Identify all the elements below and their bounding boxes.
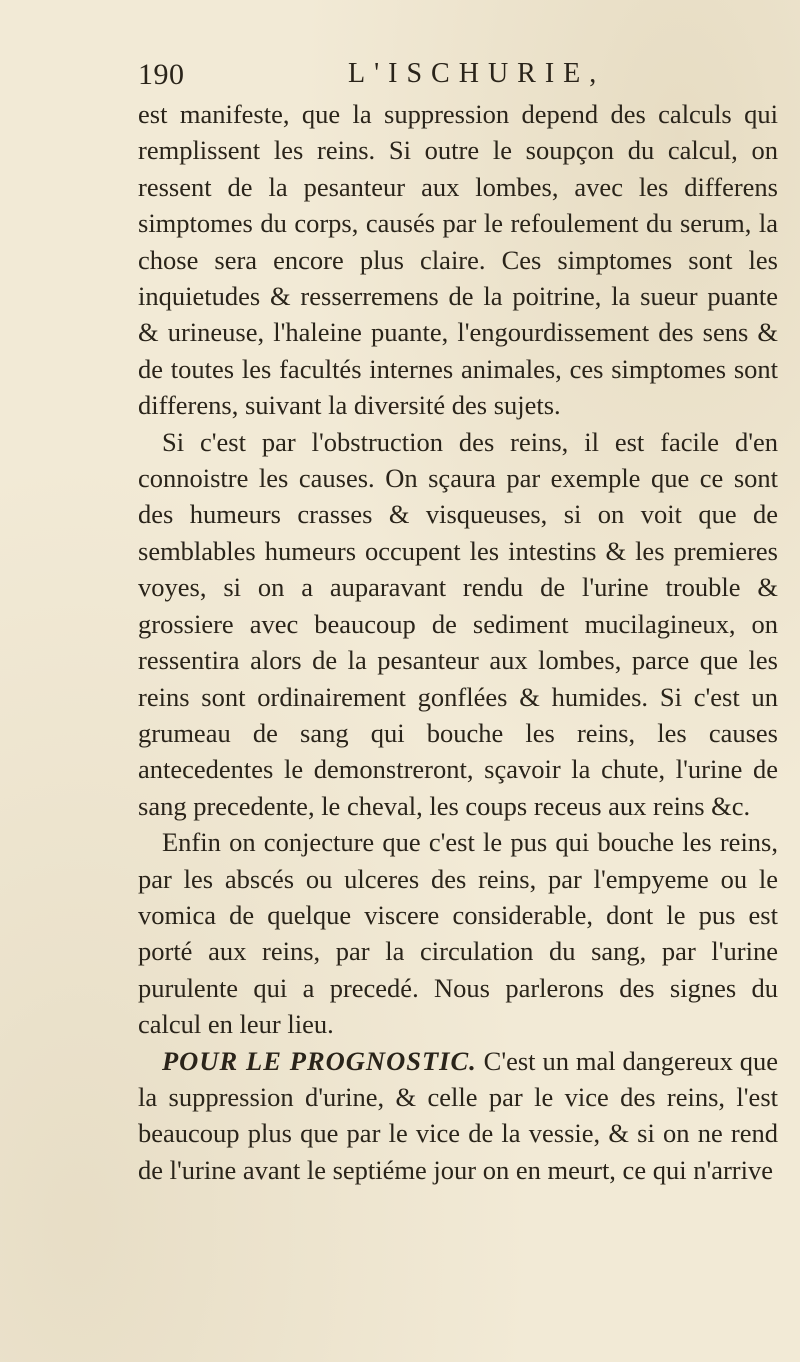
running-head — [138, 58, 738, 98]
page-number: 190 — [138, 58, 185, 91]
prognostic-text: C'est un mal dangereux que la suppression d'urine, & celle par le vice des reins, l'est beaucoup plus que par le vice de la vessie, & si on ne rend de l'urine avant le septiéme jour on en meurt, ce qui n'arrive — [138, 1045, 779, 1185]
paragraph-prognostic — [138, 1043, 778, 1189]
paragraph-pus: Enfin on conjecture que c'est le pus qui bouche les reins, par les abscés ou ulceres des reins, par l'empyeme ou le vomica de quelque viscere considerable, dont le pus est porté aux reins, par la circulation du sang, par l'urine purulente qui a precedé. Nous parlerons des signes du calcul en leur lieu. — [138, 827, 778, 1040]
paragraph-continuation: est manifeste, que la suppression depend des calculs qui remplissent les reins. Si outre le soupçon du calcul, on ressent de la pesanteur aux lombes, avec les differens simptomes du corps, causés par le refoulement du serum, la chose sera encore plus claire. Ces simptomes sont les inquietudes & resserremens de la poitrine, la sueur puante & urineuse, l'haleine puante, l'engourdissement des sens & de toutes les facultés internes animales, ces simptomes sont differens, suivant la diversité des sujets. — [138, 99, 778, 421]
section-heading: POUR LE PROGNOSTIC. — [162, 1045, 477, 1076]
body-text — [138, 96, 778, 1188]
running-title: L'ISCHURIE, — [348, 58, 606, 89]
paragraph-obstruction: Si c'est par l'obstruction des reins, il est facile d'en connoistre les causes. On sçaura par exemple que ce sont des humeurs crasses & visqueuses, si on voit que de semblables humeurs occupent les intestins & les premieres voyes, si on a auparavant rendu de l'urine trouble & grossiere avec beaucoup de sediment mucilagineux, on ressentira alors de la pesanteur aux lombes, parce que les reins sont ordinairement gonflées & humides. Si c'est un grumeau de sang qui bouche les reins, les causes antecedentes le demonstreront, sçavoir la chute, l'urine de sang precedente, le cheval, les coups receus aux reins &c. — [138, 426, 778, 821]
